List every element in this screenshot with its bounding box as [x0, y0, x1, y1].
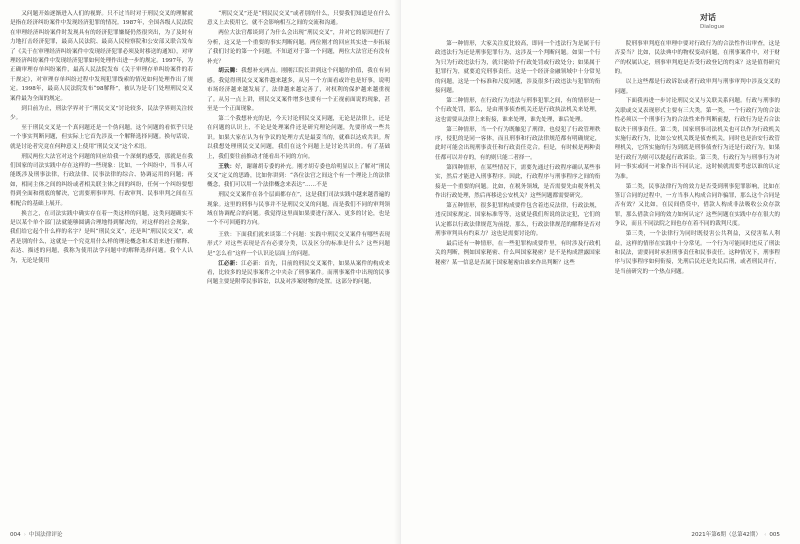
speaker-paragraph	[207, 163, 390, 191]
paragraph: 第二类，民事法律行为的效力是否受到刑事犯罪影响，比如在签订合同的过程中，一方当事人构成合同诈骗罪，那么这个合同是否有效？又比如，在民间借贷中，借款人构成非法吸收公众存款罪，那么借款合同的效力如何认定？这些问题在实践中存在很大的争议，而且不同法院之间也存在着不同的裁判尺度。	[614, 183, 780, 228]
paragraph: 第三种情形，当一个行为既触犯了刑律，也侵犯了行政管理秩序，侵犯的是同一客体，而且刑事和行政法律规范都有明确规定，此时可能会出现刑事责任和行政责任竞合。但是，有时候是两种责任都可以并存的，有的则只能二者择一。	[435, 126, 601, 161]
paragraph: “刑民交叉”还是“刑民民交叉”或者别的什么，只要我们知道是在什么意义上去使用它，就不会影响相互之间的交流和沟通。	[207, 11, 390, 27]
right-page	[400, 0, 800, 544]
speaker-name: 江必新：	[218, 260, 242, 267]
right-column-1	[435, 40, 601, 520]
section-subtitle: Dialogue	[700, 24, 725, 30]
section-title: 对话	[700, 13, 716, 22]
paragraph: 两位大法官都谈到了为什么会出现“刑民交叉”，并对它的原因进行了分析，这又是一个重要的事实判断问题。两位刚才的回应其实进一步拓展了我们讨论的第一个问题，不知道对于第一个问题，两位大法官还有没有补充？	[207, 30, 390, 65]
footer-separator: ›	[23, 532, 26, 538]
paragraph: 第三类，一个法律行为同时既侵害公共利益，又侵害私人利益，这样的情形在实践中十分常见。一个行为可能同时违反了刑法和民法，需要同时承担刑事责任和民事责任。这种情况下，刑事程序与民事程序如何衔接，先刑后民还是先民后刑，或者刑民并行，是当前研究的一个热点问题。	[614, 231, 780, 275]
right-page-columns	[435, 40, 780, 520]
paragraph: 至于刑民交叉是一个真问题还是一个伪问题，这个问题的看似乎只是一个事实判断问题，但实际上它首先涉及一个解释选择问题。换句话说，就是讨论者究竟在何种意义上使用“刑民交叉”这个术语。	[10, 124, 193, 150]
section-tag	[700, 12, 780, 30]
left-column-1	[10, 10, 193, 520]
paragraph: 第一种情形，大家关注度比较高，即同一个违法行为是属于行政违法行为还是刑事犯罪行为，这涉及一个判断问题。如果一个行为只为行政违法行为，就只能给予行政处罚或行政处分；如果属于犯罪行为，就要追究刑事责任。这是一个经济金融领域中十分常见的问题，这是一个标准和尺度问题，涉及很多行政违法与犯罪的衔接问题。	[435, 41, 601, 95]
issue-info: 2021年第6期（总第42期）	[691, 532, 762, 538]
paragraph: 刑民两位大法官对这个问题的回应给我一个深刻的感受，那就是在我们国家的司法实践中存在这样的一些现象：比如，一个纠纷中，当事人可能既涉及刑事法律，行政法律、民事法律的综合、协调运用的问题；再如，相同主体之间的纠纷或者相关联主体之间的纠纷，任何一个纠纷要想得到全面和彻底的解决，它需要刑事审判、行政审判、民事审判之间在互相配合的基础上展开。	[10, 153, 193, 207]
paragraph: 最后还有一种情形，在一些犯罪构成要件里，有时涉及行政机关的判断，例如国家秘密、什么叫国家秘密？是不是构成泄露国家秘密？某一信息是否属于国家秘密由谁来作出判断？这些	[435, 241, 601, 266]
paragraph: 换言之，在司法实践中确实存在着一类这样的问题，这类问题确实不是以某个单个部门法就能够圆满合理地得到解决的，对这样的社会现象，我们给它起个什么样的名字？是叫“刑民交叉”，还是叫“刑民民交叉”，或者是别的什么，这就是一个究竟用什么样的理论概念和术语来进行解释、表达、描述的问题，我称为使用法学问题中的解释选择问题。我个人认为，无论是使用	[10, 210, 193, 264]
footer-separator: ‹	[764, 532, 767, 538]
paragraph: 到目前为止，刑法学界对于“刑民交叉”讨论较多，民法学界则关注较少。	[10, 105, 193, 121]
speaker-paragraph	[207, 260, 390, 288]
paragraph-text: 江必新：首先，目前的刑民交叉案件，如果从案件的构成来看，比较多的是民事案件之中夹杂了刑事案件。而刑事案件中出现的民事问题主要是附带民事诉讼，以及对涉案财物的处置。这部分的问题，	[207, 260, 390, 286]
paragraph: 下面我再进一步讨论刑民交叉与关联关系问题。行政与刑事的关联或交叉表现形式主要有三大类。第一类，一个行政行为的合法性必须以一个刑事行为的合法性来作判断前提，行政行为是否合法取决于刑事责任。第二类，国家刑事司法机关也可以作为行政机关实施行政行为，比如公安机关既是侦查机关，同时也是治安行政管理机关，它所实施的行为到底是刑事侦查行为还是行政行为，如果是行政行为则可以提起行政诉讼。第三类，行政行为与刑事行为对同一事实或同一对象作出不同认定，这时候就需要考虑以谁的认定为准。	[614, 98, 780, 180]
paragraph: 第五种情形，很多犯罪构成要件包含着违反法律，行政法规，违反国家规定、国家标准等等，这就是我们所说的法定犯，它们的认定都以行政法律规范为前提，那么，行政法律规范的解释是否对刑事审判具有约束力？这也是需要讨论的。	[435, 202, 601, 238]
paragraph-text: 我想补充两点。刚刚江院长讲到这个问题的价值，我在有同感。我觉得刑民交叉案件越来越多，从另一个方面看或许也是好事，说明市场经济越来越发展了，法律越来越完善了，对权利的保护越来越重视了。从另一点上讲，刑民交叉案件增多也要有一个正视前面说的现象，甚至是一个正面现象。	[207, 68, 390, 113]
speaker-paragraph	[207, 67, 390, 114]
left-column-2	[207, 10, 390, 520]
paragraph-text: 好，谢谢胡专委的补充。刚才胡专委也给明显以上了解对“刑民交叉”定义的思路，比如你讲到：“各位法官之间这个有一个理论上的法律概念，我们可以用一个法律概念来表达”……不是	[207, 163, 390, 189]
speaker-name: 胡云腾：	[218, 68, 242, 75]
journal-name: 中国法律评论	[28, 532, 63, 538]
page-number: 005	[769, 532, 780, 538]
moderator-question: 王轶：下面我们就来谈第二个问题：实践中刑民交叉案件有哪些表现形式？对这些表现是否有必要分类，以及区分的标准是什么？这些问题是“怎么看”这样一个认识论层面上的问题。	[207, 231, 390, 257]
right-footer	[691, 530, 780, 538]
paragraph: 又问题开始逐渐进入人们的视野。只不过当时对于刑民交叉的理解就是指在经济纠纷案件中发现经济犯罪的情况。1987年，全国各级人民法院在审理经济纠纷案件时发现具有的经济犯罪嫌疑仍然很突出，为了及时有力地打击经济犯罪，最高人民法院、最高人民检察院和公安部又联合发布了《关于在审理经济纠纷案件中发现经济犯罪必须及时移送的通知》，对审理经济纠纷案件中发现经济犯罪如何处理作出进一步的规定。1997年，为正确审理存单纠纷案件，最高人民法院发布《关于审理存单纠纷案件的若干规定》，对审理存单纠纷过程中发现犯罪线索的情况如何处理作出了规定。1998年，最高人民法院发布“98解释”，被认为是专门处理刑民交叉案件最为全面的规定。	[10, 11, 193, 102]
left-footer	[10, 530, 63, 538]
paragraph: 第二种情形，在行政行为违法与刑事犯罪之间，有的情形是一个行政处罚，那么，是由刑事侦查机关还是行政执法机关来处理，这也需要从法律上来衔接，谁来处理，谁先处理，谁后处理。	[435, 97, 601, 123]
paragraph: 第四种情形，在某些情况下，需要先通过行政程序确认某些事实，然后才能进入刑事程序。因此，行政程序与刑事程序之间的衔接是一个重要的问题。比如，在税务领域，是否需要先由税务机关作出行政处理，然后再移送公安机关？这些问题都需要研究。	[435, 164, 601, 199]
left-page-columns	[10, 10, 390, 520]
page-number: 004	[10, 532, 21, 538]
paragraph: 以上这些都是行政诉讼或者行政审判与刑事审判中涉及交叉的问题。	[614, 79, 780, 95]
paragraph: 院刑事审判庭在审理中要对行政行为的合法性作出审查，这是否妥当？比如，民法典中的物权变动问题，在刑事案件中，对于财产的权属认定，刑事审判庭是否受行政登记的约束？这是值得研究的。	[614, 41, 780, 76]
paragraph: 第二个我想补充的是，今天讨论刑民交叉问题，无论是法律上，还是在问题的认识上，不论是处理案件还是研究理论问题，先要形成一些共识。如果大家在认为有争议的处理方式是最妥当的，就难以达成共识。所以我想处理刑民交叉问题，我们在这个问题上是讨论共识的。有了基础上，我们要往前推动才能看出不同的方向。	[207, 115, 390, 160]
speaker-name: 王轶：	[218, 163, 236, 170]
right-column-2	[615, 40, 781, 520]
paragraph: 刑民交叉案件在各个层面都存在”，这是我们司法实践中越来越普遍的现象。这里的刑事与民事并不是刑民交叉的问题，而是我们不同的审判领域在协调配合的问题。我觉得这里面如果要进行深入、更多的讨论，也是一个不可回避的方向。	[207, 192, 390, 227]
